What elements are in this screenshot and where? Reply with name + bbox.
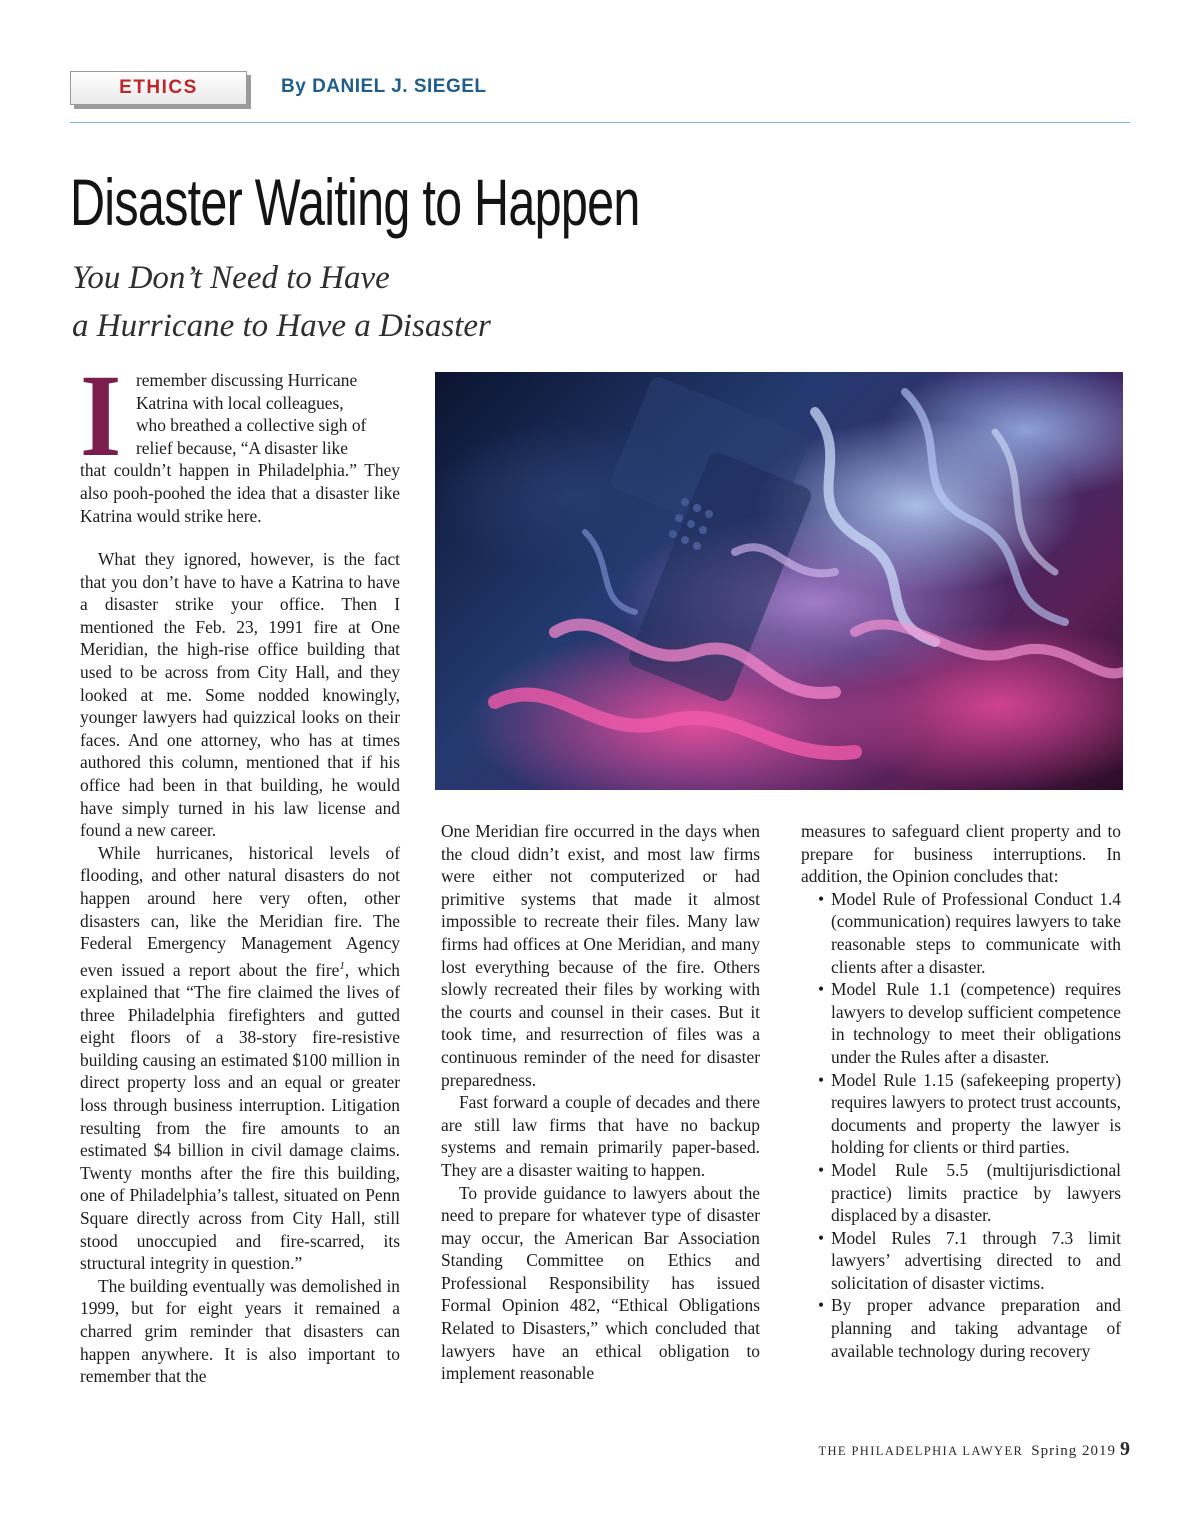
lead-line: who breathed a collective sigh of	[136, 415, 367, 436]
flame-wisps	[495, 392, 1123, 753]
paragraph-footnoted	[80, 842, 400, 1275]
article-subhead	[72, 254, 632, 350]
paragraph: To provide guidance to lawyers about the need to prepare for whatever type of disaster may occur, the American Bar Association Standing Committee on Ethics and Professional Responsibility has issued Formal Opinion 482, “Ethical Obligations Related to Disasters,” which concluded that lawyers have an ethical obligation to implement reasonable	[441, 1182, 760, 1384]
hero-image-art	[435, 372, 1123, 790]
page-footer	[818, 1438, 1130, 1461]
paragraph: Fast forward a couple of decades and there are still law firms that have no backup systems and remain primarily paper-based. They are a disaster waiting to happen.	[441, 1092, 760, 1180]
page-number: 9	[1120, 1438, 1130, 1460]
list-item-text: Model Rule 5.5 (multijurisdictional practice) limits practice by lawyers displaced by a disaster.	[831, 1159, 1121, 1226]
text-run: While hurricanes, historical levels of flooding, and other natural disasters do not happen around here very often, other disasters can, like the Meridian fire. The Federal Emergency Management Agency even issued a report about the fire	[80, 842, 400, 980]
list-item-text: Model Rule 1.15 (safekeeping property) requires lawyers to protect trust accounts, documents and property the lawyer is holding for clients or third parties.	[831, 1069, 1121, 1158]
column-2	[441, 820, 760, 1385]
byline: By DANIEL J. SIEGEL	[281, 76, 487, 97]
list-item	[801, 888, 1121, 978]
issue-date: Spring 2019	[1031, 1443, 1116, 1459]
subhead-line-2: a Hurricane to Have a Disaster	[72, 308, 491, 344]
column-3	[801, 820, 1121, 1362]
bullet-icon: •	[818, 1069, 825, 1090]
hero-image-fire-computer	[435, 372, 1123, 790]
list-item	[801, 1069, 1121, 1159]
list-item	[801, 1227, 1121, 1295]
section-tag-label: ETHICS	[119, 77, 198, 98]
section-tag	[70, 71, 247, 105]
bullet-icon: •	[818, 979, 825, 1000]
list-item	[801, 1159, 1121, 1227]
column-1-lead	[80, 350, 400, 527]
lead-line: remember discussing Hurricane	[136, 370, 358, 390]
paragraph: measures to safeguard client property and to prepare for business interruptions. In addition, the Opinion concludes that:	[801, 821, 1121, 887]
list-item	[801, 978, 1121, 1068]
bullet-icon: •	[818, 1159, 825, 1180]
paragraph: The building eventually was demolished in 1999, but for eight years it remained a charred grim reminder that disasters can happen anywhere. It is also important to remember that the	[80, 1275, 400, 1387]
publication-name: THE PHILADELPHIA LAWYER	[818, 1444, 1024, 1458]
list-item-text: Model Rule 1.1 (competence) requires lawyers to develop sufficient competence in technology to meet their obligations under the Rules after a disaster.	[831, 979, 1121, 1067]
list-item-text: By proper advance preparation and planning and taking advantage of available technology during recovery	[831, 1295, 1121, 1361]
drop-cap: I	[80, 350, 122, 481]
bullet-icon: •	[818, 1227, 825, 1248]
list-item-text: Model Rules 7.1 through 7.3 limit lawyers’ advertising directed to and solicitation of disaster victims.	[831, 1227, 1121, 1293]
footnote-marker: 1	[339, 959, 345, 972]
lead-line: relief because, “A disaster like	[136, 437, 348, 458]
bullet-icon: •	[818, 1295, 825, 1316]
paragraph: One Meridian fire occurred in the days when the cloud didn’t exist, and most law firms were either not computerized or had primitive systems that made it almost impossible to recreate their files. Many law firms had offices at One Meridian, and many lost everything because of the fire. Others slowly recreated their files by working with the courts and counsel in their cases. But it took time, and resurrection of files was a continuous reminder of the need for disaster preparedness.	[441, 821, 760, 1090]
rules-list	[801, 888, 1121, 1362]
computer-case-shape	[609, 375, 814, 705]
article-headline: Disaster Waiting to Happen	[70, 165, 640, 239]
header-rule	[70, 122, 1130, 123]
list-item	[801, 1294, 1121, 1362]
column-1-body	[80, 548, 400, 1388]
headline-wrap	[70, 162, 640, 242]
subhead-line-1: You Don’t Need to Have	[72, 260, 390, 296]
paragraph: What they ignored, however, is the fact that you don’t have to have a Katrina to have a disaster strike your office. Then I mentioned the Feb. 23, 1991 fire at One Meridian, the high-rise office building that used to be across from City Hall, and they looked at me. Some nodded knowingly, younger lawyers had quizzical looks on their faces. And one attorney, who has at times authored this column, mentioned that if his office had been in that building, he would have simply turned in his law license and found a new career.	[80, 549, 400, 841]
list-item-text: Model Rule of Professional Conduct 1.4 (communication) requires lawyers to take reasonable steps to communicate with clients after a disaster.	[831, 888, 1121, 977]
bullet-icon: •	[818, 888, 825, 909]
lead-line: Katrina with local colleagues,	[136, 392, 344, 413]
text-run: , which explained that “The fire claimed the lives of three Philadelphia firefighters and gutted eight floors of a 38-story fire-resistive building causing an estimated $100 million in direct property loss and an equal or greater loss through business interruption. Litigation resulting from the fire amounts to an estimated $4 billion in civil damage claims. Twenty months after the fire this building, one of Philadelphia’s tallest, situated on Penn Square directly across from City Hall, still stood unoccupied and fire-scarred, its structural integrity in question.”	[80, 959, 400, 1274]
paragraph: that couldn’t happen in Philadelphia.” They also pooh-poohed the idea that a disaster like Katrina would strike here.	[80, 460, 400, 526]
